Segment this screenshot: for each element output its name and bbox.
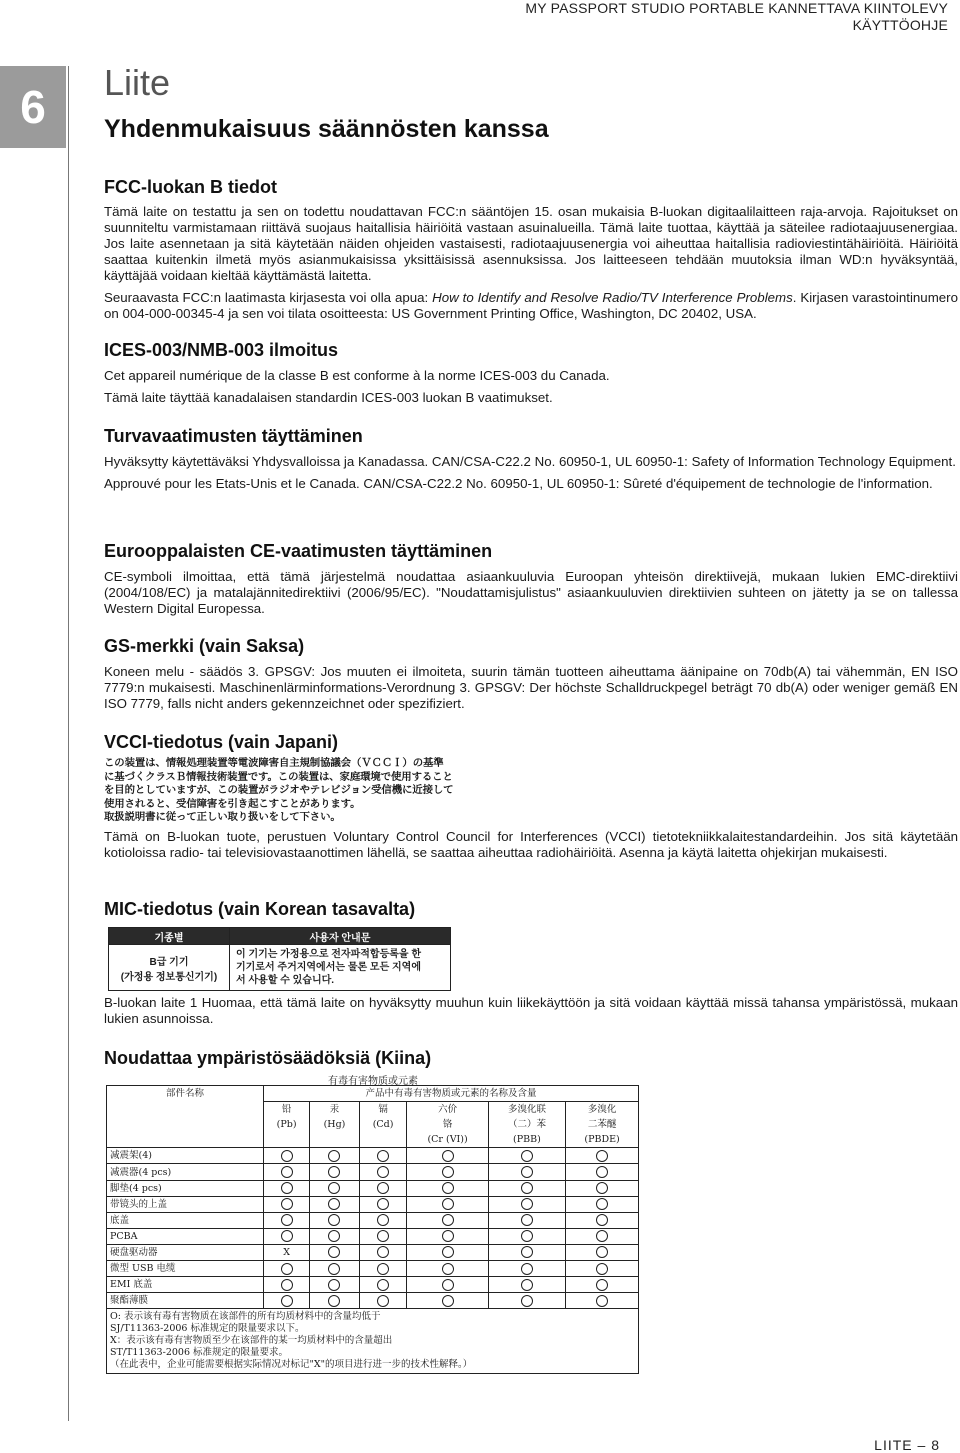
circle-mark-icon bbox=[521, 1230, 533, 1242]
cn-mark-cell bbox=[407, 1261, 488, 1277]
vcci-jp-line: に基づくクラスＢ情報技術装置です。この装置は、家庭環境で使用すること bbox=[104, 771, 453, 783]
page-title: Yhdenmukaisuus säännösten kanssa bbox=[104, 115, 549, 143]
circle-mark-icon bbox=[377, 1246, 389, 1258]
cn-table-row bbox=[107, 1228, 639, 1244]
cn-mark-cell bbox=[488, 1244, 565, 1260]
circle-mark-icon bbox=[521, 1182, 533, 1194]
cn-part-name: 带镜头的上盖 bbox=[107, 1196, 264, 1212]
safety-section bbox=[104, 426, 958, 492]
cn-mark-cell bbox=[488, 1180, 565, 1196]
ce-section bbox=[104, 541, 958, 617]
cn-mark-cell bbox=[359, 1228, 407, 1244]
ce-heading: Eurooppalaisten CE-vaatimusten täyttäminen bbox=[104, 541, 493, 561]
vcci-jp-line: 使用されると、受信障害を引き起こすことがあります。 bbox=[104, 798, 361, 810]
circle-mark-icon bbox=[521, 1246, 533, 1258]
circle-mark-icon bbox=[521, 1214, 533, 1226]
circle-mark-icon bbox=[596, 1279, 608, 1291]
cn-mark-cell bbox=[264, 1277, 310, 1293]
circle-mark-icon bbox=[281, 1198, 293, 1210]
cn-part-name: 底盖 bbox=[107, 1212, 264, 1228]
cn-mark-cell bbox=[488, 1277, 565, 1293]
cn-col-symbol: 二苯醚 bbox=[566, 1117, 639, 1132]
circle-mark-icon bbox=[328, 1214, 340, 1226]
cn-notes-cell bbox=[107, 1309, 639, 1374]
circle-mark-icon bbox=[442, 1230, 454, 1242]
vcci-heading: VCCI-tiedotus (vain Japani) bbox=[104, 732, 339, 752]
circle-mark-icon bbox=[328, 1279, 340, 1291]
circle-mark-icon bbox=[281, 1214, 293, 1226]
chapter-title: Liite bbox=[104, 62, 171, 103]
cn-mark-cell bbox=[488, 1228, 565, 1244]
circle-mark-icon bbox=[521, 1279, 533, 1291]
cn-col-name: 汞 bbox=[310, 1102, 359, 1118]
cn-mark-cell bbox=[566, 1277, 639, 1293]
vcci-japanese-notice bbox=[104, 757, 454, 824]
fcc-section bbox=[104, 177, 958, 322]
cn-col-extra bbox=[359, 1132, 407, 1148]
circle-mark-icon bbox=[377, 1198, 389, 1210]
vcci-jp-line: 取扱説明書に従って正しい取り扱いをして下さい。 bbox=[104, 812, 341, 824]
cn-mark-cell bbox=[359, 1244, 407, 1260]
cn-col-extra: (Cr (VI)) bbox=[407, 1132, 488, 1148]
page-footer: LIITE – 8 bbox=[874, 1437, 940, 1453]
cn-mark-cell bbox=[407, 1148, 488, 1164]
ices-section bbox=[104, 340, 958, 406]
circle-mark-icon bbox=[377, 1263, 389, 1275]
circle-mark-icon bbox=[596, 1166, 608, 1178]
circle-mark-icon bbox=[328, 1182, 340, 1194]
cn-mark-cell bbox=[264, 1228, 310, 1244]
circle-mark-icon bbox=[596, 1198, 608, 1210]
cn-mark-cell bbox=[310, 1196, 359, 1212]
fcc-booklet-title: How to Identify and Resolve Radio/TV Interference Problems bbox=[432, 290, 793, 305]
kr-notice-line: 기기로서 주거지역에서는 물론 모든 지역에 bbox=[236, 962, 421, 973]
mic-heading: MIC-tiedotus (vain Korean tasavalta) bbox=[104, 899, 416, 919]
cn-part-name: 脚垫(4 pcs) bbox=[107, 1180, 264, 1196]
cn-col-name: 多溴化 bbox=[566, 1102, 639, 1118]
cn-mark-cell bbox=[264, 1293, 310, 1309]
cn-mark-cell bbox=[264, 1148, 310, 1164]
cn-mark-cell bbox=[488, 1196, 565, 1212]
ce-paragraph-1: CE-symboli ilmoittaa, että tämä järjestelmä noudattaa asiaankuuluvia Euroopan yhteisön direktiivejä, mukaan lukien EMC-direktiivi (2004/108/EC) ja matalajännitedirektiivi (2006/95/EC). "Noudattamisjulistus" asiaankuuluvien direktiivien suhteen on jätetty ja se on tallessa Western Digital Europessa. bbox=[104, 569, 958, 616]
circle-mark-icon bbox=[377, 1166, 389, 1178]
circle-mark-icon bbox=[377, 1230, 389, 1242]
circle-mark-icon bbox=[596, 1295, 608, 1307]
cn-note-line: ST/T11363-2006 标准规定的限量要求。 bbox=[110, 1347, 289, 1359]
cn-mark-cell bbox=[566, 1148, 639, 1164]
circle-mark-icon bbox=[521, 1198, 533, 1210]
kr-class-cell bbox=[109, 945, 230, 991]
cn-mark-cell bbox=[359, 1148, 407, 1164]
cn-mark-cell bbox=[566, 1164, 639, 1180]
cn-part-name: 减震架(4) bbox=[107, 1148, 264, 1164]
circle-mark-icon bbox=[377, 1279, 389, 1291]
fcc-paragraph-1: Tämä laite on testattu ja sen on todettu noudattavan FCC:n sääntöjen 15. osan mukaisia B-luokan digitaalilaitteen raja-arvoja. Rajoitukset on suunniteltu varmistamaan riittävä suojaus haitallisia häiriöitä vastaan asuinalueilla. Tämä laite tuottaa, käyttää ja säteilee radiotaajuusenergiaa. Jos laite asennetaan ja sitä käytetään näiden ohjeiden vastaisesti, radiotaajuusenergia voi aiheuttaa haitallisia radioviestintähäiriöitä. Häiriöitä saattaa kuitenkin ilmetä myös asianmukaisissa yksittäisissä asennuksissa. Jos laitteeseen tehdään muutoksia ilman WD:n hyväksyntää, käyttäjää voidaan kieltää käyttämästä laitetta. bbox=[104, 204, 958, 283]
ices-paragraph-1: Cet appareil numérique de la classe B est conforme à la norme ICES-003 du Canada. bbox=[104, 368, 610, 383]
cn-mark-cell bbox=[310, 1293, 359, 1309]
cn-mark-cell bbox=[407, 1277, 488, 1293]
circle-mark-icon bbox=[596, 1182, 608, 1194]
china-table-title: 有毒有害物质或元素 bbox=[328, 1076, 418, 1087]
cn-table-row bbox=[107, 1148, 639, 1164]
china-hazard-table bbox=[106, 1085, 639, 1374]
cn-mark-cell bbox=[566, 1180, 639, 1196]
cn-mark-cell bbox=[488, 1261, 565, 1277]
fcc-heading: FCC-luokan B tiedot bbox=[104, 177, 277, 197]
cn-col-name: 多溴化联 bbox=[488, 1102, 565, 1118]
cn-mark-cell bbox=[310, 1228, 359, 1244]
circle-mark-icon bbox=[328, 1166, 340, 1178]
cn-table-row bbox=[107, 1293, 639, 1309]
cn-mark-cell bbox=[488, 1148, 565, 1164]
circle-mark-icon bbox=[377, 1150, 389, 1162]
vcci-body bbox=[104, 829, 958, 861]
circle-mark-icon bbox=[281, 1230, 293, 1242]
mic-body bbox=[104, 995, 958, 1027]
vcci-section bbox=[104, 732, 958, 753]
circle-mark-icon bbox=[442, 1246, 454, 1258]
cn-mark-cell bbox=[566, 1228, 639, 1244]
cn-table-row bbox=[107, 1261, 639, 1277]
circle-mark-icon bbox=[442, 1214, 454, 1226]
circle-mark-icon bbox=[596, 1263, 608, 1275]
cn-col-extra: (PBB) bbox=[488, 1132, 565, 1148]
cn-col-name: 铅 bbox=[264, 1102, 310, 1118]
cn-part-name: 减震器(4 pcs) bbox=[107, 1164, 264, 1180]
cn-mark-cell bbox=[264, 1196, 310, 1212]
cn-mark-cell bbox=[264, 1244, 310, 1260]
cn-mark-cell bbox=[566, 1196, 639, 1212]
china-heading: Noudattaa ympäristösäädöksiä (Kiina) bbox=[104, 1048, 432, 1068]
header-product-title: MY PASSPORT STUDIO PORTABLE KANNETTAVA KIINTOLEVY bbox=[525, 0, 948, 16]
cn-mark-cell bbox=[566, 1212, 639, 1228]
circle-mark-icon bbox=[281, 1182, 293, 1194]
cn-col-symbol: (Cd) bbox=[359, 1117, 407, 1132]
circle-mark-icon bbox=[442, 1279, 454, 1291]
gs-section bbox=[104, 636, 958, 712]
cn-mark-cell bbox=[310, 1180, 359, 1196]
cn-mark-cell bbox=[310, 1164, 359, 1180]
cn-col-symbol: 铬 bbox=[407, 1117, 488, 1132]
kr-header-notice: 사용자 안내문 bbox=[230, 928, 451, 945]
cn-col-symbol: (Pb) bbox=[264, 1117, 310, 1132]
cn-mark-cell bbox=[488, 1164, 565, 1180]
cn-col-extra: (PBDE) bbox=[566, 1132, 639, 1148]
circle-mark-icon bbox=[442, 1263, 454, 1275]
circle-mark-icon bbox=[596, 1230, 608, 1242]
cn-mark-cell bbox=[566, 1244, 639, 1260]
cn-mark-cell bbox=[407, 1293, 488, 1309]
circle-mark-icon bbox=[377, 1182, 389, 1194]
circle-mark-icon bbox=[442, 1182, 454, 1194]
kr-notice-cell bbox=[230, 945, 451, 991]
cn-mark-cell bbox=[310, 1261, 359, 1277]
cn-part-name: 微型 USB 电缆 bbox=[107, 1261, 264, 1277]
cn-table-row bbox=[107, 1212, 639, 1228]
vcci-jp-line: を目的としていますが、この装置がラジオやテレビジョン受信機に近接して bbox=[104, 785, 454, 797]
mic-section bbox=[104, 899, 958, 920]
cn-mark-cell bbox=[359, 1277, 407, 1293]
gs-paragraph-1: Koneen melu - säädös 3. GPSGV: Jos muuten ei ilmoiteta, suurin tämän tuotteen aiheuttama äänipaine on 70db(A) tai vähemmän, EN ISO 7779:n mukaisesti. Maschinenlärminformations-Verordnung 3. GPSGV: Der höchste Schalldruckpegel beträgt 70 db(A) oder weniger gemäß EN ISO 7779, falls nicht anders gekennzeichnet oder spezifiziert. bbox=[104, 664, 958, 711]
header-doc-type: KÄYTTÖOHJE bbox=[852, 17, 948, 33]
china-section bbox=[104, 1048, 958, 1069]
cn-mark-cell bbox=[488, 1293, 565, 1309]
circle-mark-icon bbox=[281, 1166, 293, 1178]
circle-mark-icon bbox=[442, 1166, 454, 1178]
circle-mark-icon bbox=[328, 1295, 340, 1307]
cn-col-symbol: （二）苯 bbox=[488, 1117, 565, 1132]
cn-mark-cell bbox=[566, 1293, 639, 1309]
cn-col-extra bbox=[310, 1132, 359, 1148]
running-header bbox=[525, 0, 948, 34]
cn-mark-cell bbox=[407, 1228, 488, 1244]
cn-mark-cell bbox=[264, 1261, 310, 1277]
kr-class-line: (가정용 정보통신기기) bbox=[120, 971, 218, 983]
cn-note-line: X：表示该有毒有害物质至少在该部件的某一均质材料中的含量超出 bbox=[110, 1335, 393, 1347]
cn-mark-cell bbox=[407, 1212, 488, 1228]
cn-mark-cell bbox=[264, 1164, 310, 1180]
cn-table-row bbox=[107, 1244, 639, 1260]
footer-page-number: 8 bbox=[931, 1437, 940, 1453]
safety-heading: Turvavaatimusten täyttäminen bbox=[104, 426, 363, 446]
circle-mark-icon bbox=[281, 1295, 293, 1307]
cn-mark-cell bbox=[310, 1244, 359, 1260]
cn-mark-cell bbox=[407, 1180, 488, 1196]
safety-paragraph-1: Hyväksytty käytettäväksi Yhdysvalloissa ja Kanadassa. CAN/CSA-C22.2 No. 60950-1, UL 60950-1: Safety of Information Technology Equipment. bbox=[104, 454, 956, 469]
cn-mark-cell bbox=[407, 1164, 488, 1180]
vcci-paragraph-1: Tämä on B-luokan tuote, perustuen Voluntary Control Council for Interferences (VCCI) tietotekniikkalaitestandardeihin. Jos sitä käytetään kotioloissa radio- tai televisiovastaanottimen lähellä, se saattaa aiheuttaa radiohäiriöitä. Asenna ja käytä laitetta ohjekirjan mukaisesti. bbox=[104, 829, 958, 860]
circle-mark-icon bbox=[328, 1198, 340, 1210]
cn-mark-cell bbox=[359, 1212, 407, 1228]
ices-heading: ICES-003/NMB-003 ilmoitus bbox=[104, 340, 339, 360]
circle-mark-icon bbox=[521, 1150, 533, 1162]
x-mark: X bbox=[283, 1246, 290, 1258]
cn-part-name-header: 部件名称 bbox=[107, 1086, 264, 1148]
circle-mark-icon bbox=[596, 1150, 608, 1162]
fcc-p2-text-a: Seuraavasta FCC:n laatimasta kirjasesta voi olla apua: bbox=[104, 290, 433, 305]
circle-mark-icon bbox=[521, 1263, 533, 1275]
mic-paragraph-1: B-luokan laite 1 Huomaa, että tämä laite on hyväksytty muuhun kuin liikekäyttöön ja sitä voidaan käyttää missä tahansa ympäristössä, mukaan lukien asunnoissa. bbox=[104, 995, 958, 1026]
circle-mark-icon bbox=[596, 1214, 608, 1226]
cn-mark-cell bbox=[488, 1212, 565, 1228]
fcc-p2-text-b: . Kirjasen varastointinumero on 004-000-00345-4 ja sen voi tilata osoitteesta: US Government Printing Office, Washington, DC 20402, USA. bbox=[104, 290, 958, 321]
cn-table-row bbox=[107, 1196, 639, 1212]
circle-mark-icon bbox=[328, 1263, 340, 1275]
cn-mark-cell bbox=[359, 1261, 407, 1277]
cn-mark-cell bbox=[566, 1261, 639, 1277]
cn-mark-cell bbox=[359, 1180, 407, 1196]
kr-header-class: 기종별 bbox=[109, 928, 230, 945]
circle-mark-icon bbox=[377, 1295, 389, 1307]
cn-mark-cell bbox=[310, 1212, 359, 1228]
cn-note-line: O: 表示该有毒有害物质在该部件的所有均质材料中的含量均低于 bbox=[110, 1311, 381, 1323]
mic-korean-table bbox=[108, 927, 451, 991]
circle-mark-icon bbox=[442, 1150, 454, 1162]
circle-mark-icon bbox=[596, 1246, 608, 1258]
cn-note-line: SJ/T11363-2006 标准规定的限量要求以下。 bbox=[110, 1323, 305, 1335]
circle-mark-icon bbox=[281, 1150, 293, 1162]
circle-mark-icon bbox=[281, 1279, 293, 1291]
cn-mark-cell bbox=[310, 1148, 359, 1164]
cn-mark-cell bbox=[407, 1196, 488, 1212]
cn-mark-cell bbox=[264, 1212, 310, 1228]
cn-mark-cell bbox=[310, 1277, 359, 1293]
circle-mark-icon bbox=[281, 1263, 293, 1275]
chapter-number-tab: 6 bbox=[0, 66, 66, 148]
cn-table-row bbox=[107, 1180, 639, 1196]
cn-group-header: 产品中有毒有害物质或元素的名称及含量 bbox=[264, 1086, 639, 1102]
cn-col-extra bbox=[264, 1132, 310, 1148]
cn-col-name: 六价 bbox=[407, 1102, 488, 1118]
cn-mark-cell bbox=[359, 1164, 407, 1180]
footer-section-label: LIITE bbox=[874, 1437, 913, 1453]
cn-col-symbol: (Hg) bbox=[310, 1117, 359, 1132]
circle-mark-icon bbox=[442, 1295, 454, 1307]
cn-part-name: 聚酯薄膜 bbox=[107, 1293, 264, 1309]
circle-mark-icon bbox=[328, 1230, 340, 1242]
safety-paragraph-2: Approuvé pour les Etats-Unis et le Canada. CAN/CSA-C22.2 No. 60950-1, UL 60950-1: Sûreté d'équipement de technologie de l'information. bbox=[104, 476, 933, 491]
cn-table-row bbox=[107, 1277, 639, 1293]
ices-paragraph-2: Tämä laite täyttää kanadalaisen standardin ICES-003 luokan B vaatimukset. bbox=[104, 390, 553, 405]
vcci-jp-line: この装置は、情報処理装置等電波障害自主規制協議会（ＶＣＣＩ）の基準 bbox=[104, 758, 444, 769]
cn-table-row bbox=[107, 1164, 639, 1180]
cn-mark-cell bbox=[407, 1244, 488, 1260]
gs-heading: GS-merkki (vain Saksa) bbox=[104, 636, 305, 656]
cn-mark-cell bbox=[264, 1180, 310, 1196]
cn-note-line: （在此表中，企业可能需要根据实际情况对标记"X"的项目进行进一步的技术性解释。） bbox=[110, 1359, 473, 1371]
circle-mark-icon bbox=[442, 1198, 454, 1210]
circle-mark-icon bbox=[521, 1295, 533, 1307]
cn-col-name: 镉 bbox=[359, 1102, 407, 1118]
cn-mark-cell bbox=[359, 1293, 407, 1309]
kr-notice-line: 이 기기는 가정용으로 전자파적합등록을 한 bbox=[236, 949, 421, 960]
cn-part-name: PCBA bbox=[107, 1228, 264, 1244]
circle-mark-icon bbox=[328, 1246, 340, 1258]
margin-divider bbox=[68, 66, 69, 1421]
kr-class-line: B급 기기 bbox=[149, 956, 189, 968]
circle-mark-icon bbox=[377, 1214, 389, 1226]
circle-mark-icon bbox=[521, 1166, 533, 1178]
cn-part-name: 硬盘驱动器 bbox=[107, 1244, 264, 1260]
cn-part-name: EMI 底盖 bbox=[107, 1277, 264, 1293]
fcc-paragraph-2 bbox=[104, 290, 958, 322]
kr-notice-line: 서 사용할 수 있습니다. bbox=[236, 975, 335, 986]
cn-mark-cell bbox=[359, 1196, 407, 1212]
circle-mark-icon bbox=[328, 1150, 340, 1162]
